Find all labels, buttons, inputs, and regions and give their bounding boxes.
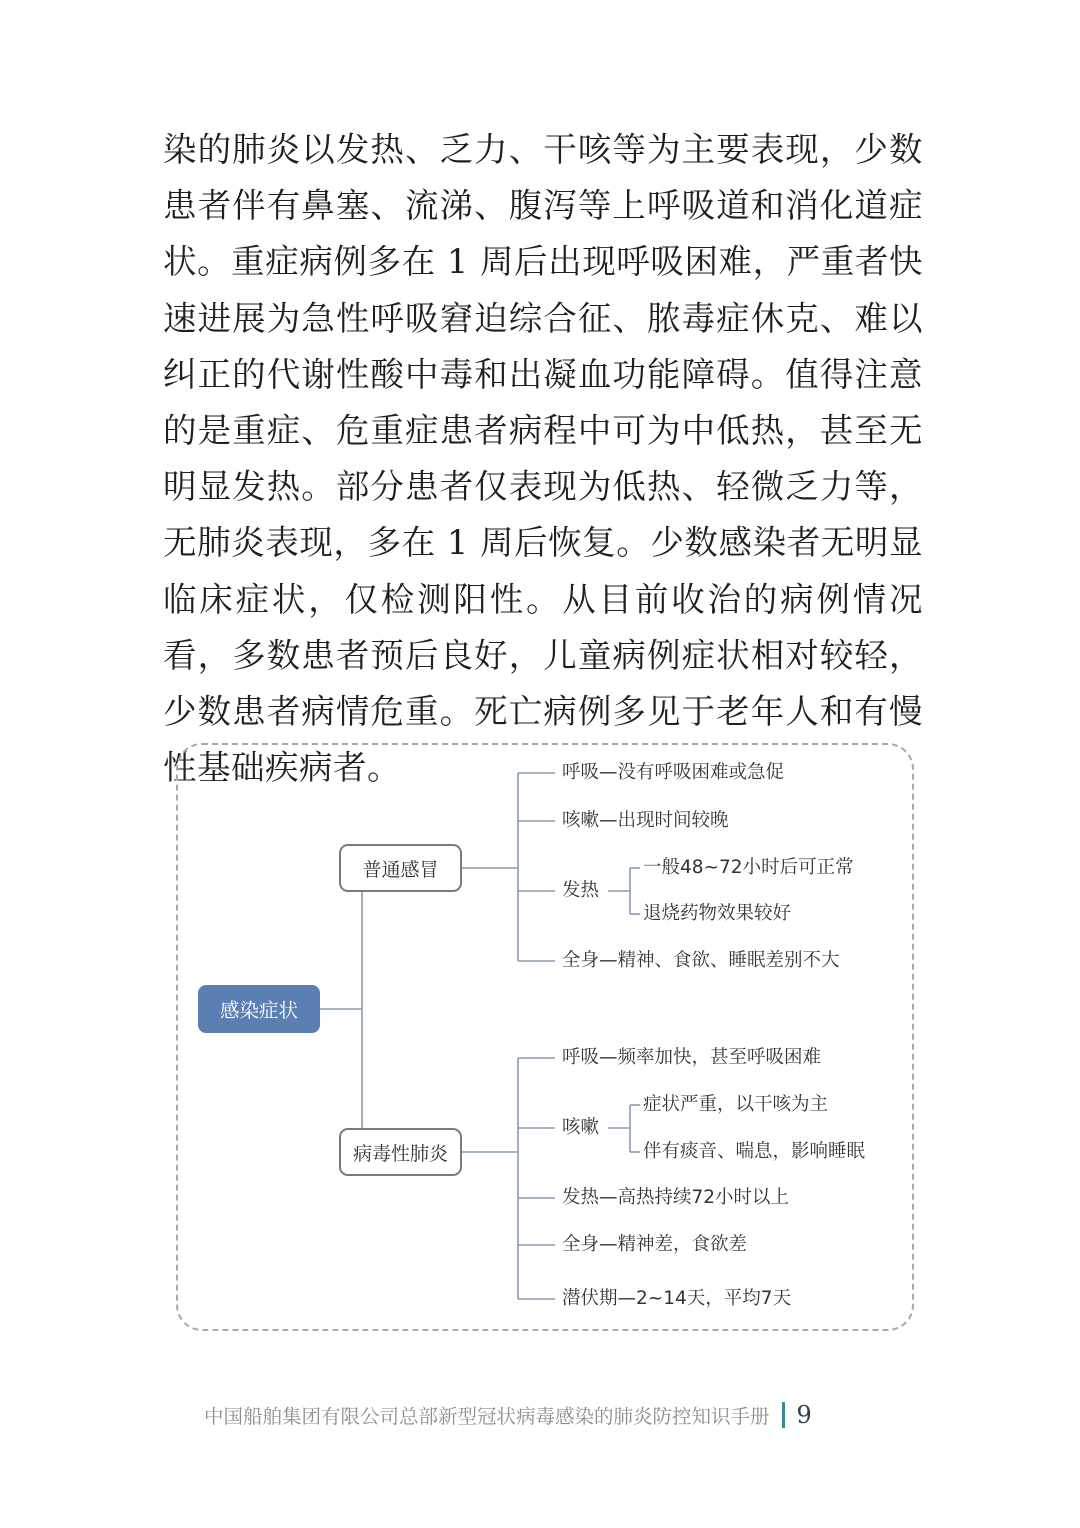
mindmap-root-node: 感染症状	[198, 985, 320, 1033]
pneumonia-fever-leaf: 发热—高热持续72小时以上	[562, 1187, 790, 1208]
cold-fever-leaf: 发热	[562, 880, 600, 901]
body-text	[163, 122, 923, 796]
symptom-mindmap-frame	[176, 743, 914, 1331]
cold-node: 普通感冒	[339, 844, 462, 892]
pneumonia-body-leaf: 全身—精神差，食欲差	[562, 1234, 748, 1255]
cold-cough-leaf: 咳嗽—出现时间较晚	[562, 810, 729, 831]
pneumonia-incubation-leaf: 潜伏期—2~14天，平均7天	[562, 1288, 792, 1309]
cold-breath-leaf: 呼吸—没有呼吸困难或急促	[562, 762, 785, 783]
page-number: 9	[796, 1401, 812, 1429]
pneumonia-cough-leaf: 咳嗽	[562, 1117, 600, 1138]
cold-fever-sub2-leaf: 退烧药物效果较好	[643, 903, 792, 924]
footer-title: 中国船舶集团有限公司总部新型冠状病毒感染的肺炎防控知识手册	[204, 1405, 770, 1428]
body-paragraph: 染的肺炎以发热、乏力、干咳等为主要表现，少数患者伴有鼻塞、流涕、腹泻等上呼吸道和消化道症状。重症病例多在 1 周后出现呼吸困难，严重者快速进展为急性呼吸窘迫综合征、脓毒症休克、难以纠正的代谢性酸中毒和出凝血功能障碍。值得注意的是重症、危重症患者病程中可为中低热，甚至无明显发热。部分患者仅表现为低热、轻微乏力等，无肺炎表现，多在 1 周后恢复。少数感染者无明显临床症状，仅检测阳性。从目前收治的病例情况看，多数患者预后良好，儿童病例症状相对较轻，少数患者病情危重。死亡病例多见于老年人和有慢性基础疾病者。	[163, 130, 923, 788]
pneumonia-cough-sub2-leaf: 伴有痰音、喘息，影响睡眠	[643, 1141, 866, 1162]
cold-fever-sub1-leaf: 一般48~72小时后可正常	[643, 857, 854, 878]
pneumonia-cough-sub1-leaf: 症状严重，以干咳为主	[643, 1094, 829, 1115]
footer-divider	[782, 1402, 785, 1428]
page-footer	[204, 1398, 812, 1432]
cold-body-leaf: 全身—精神、食欲、睡眠差别不大	[562, 950, 840, 971]
pneumonia-node: 病毒性肺炎	[339, 1128, 462, 1176]
pneumonia-breath-leaf: 呼吸—频率加快，甚至呼吸困难	[562, 1047, 822, 1068]
